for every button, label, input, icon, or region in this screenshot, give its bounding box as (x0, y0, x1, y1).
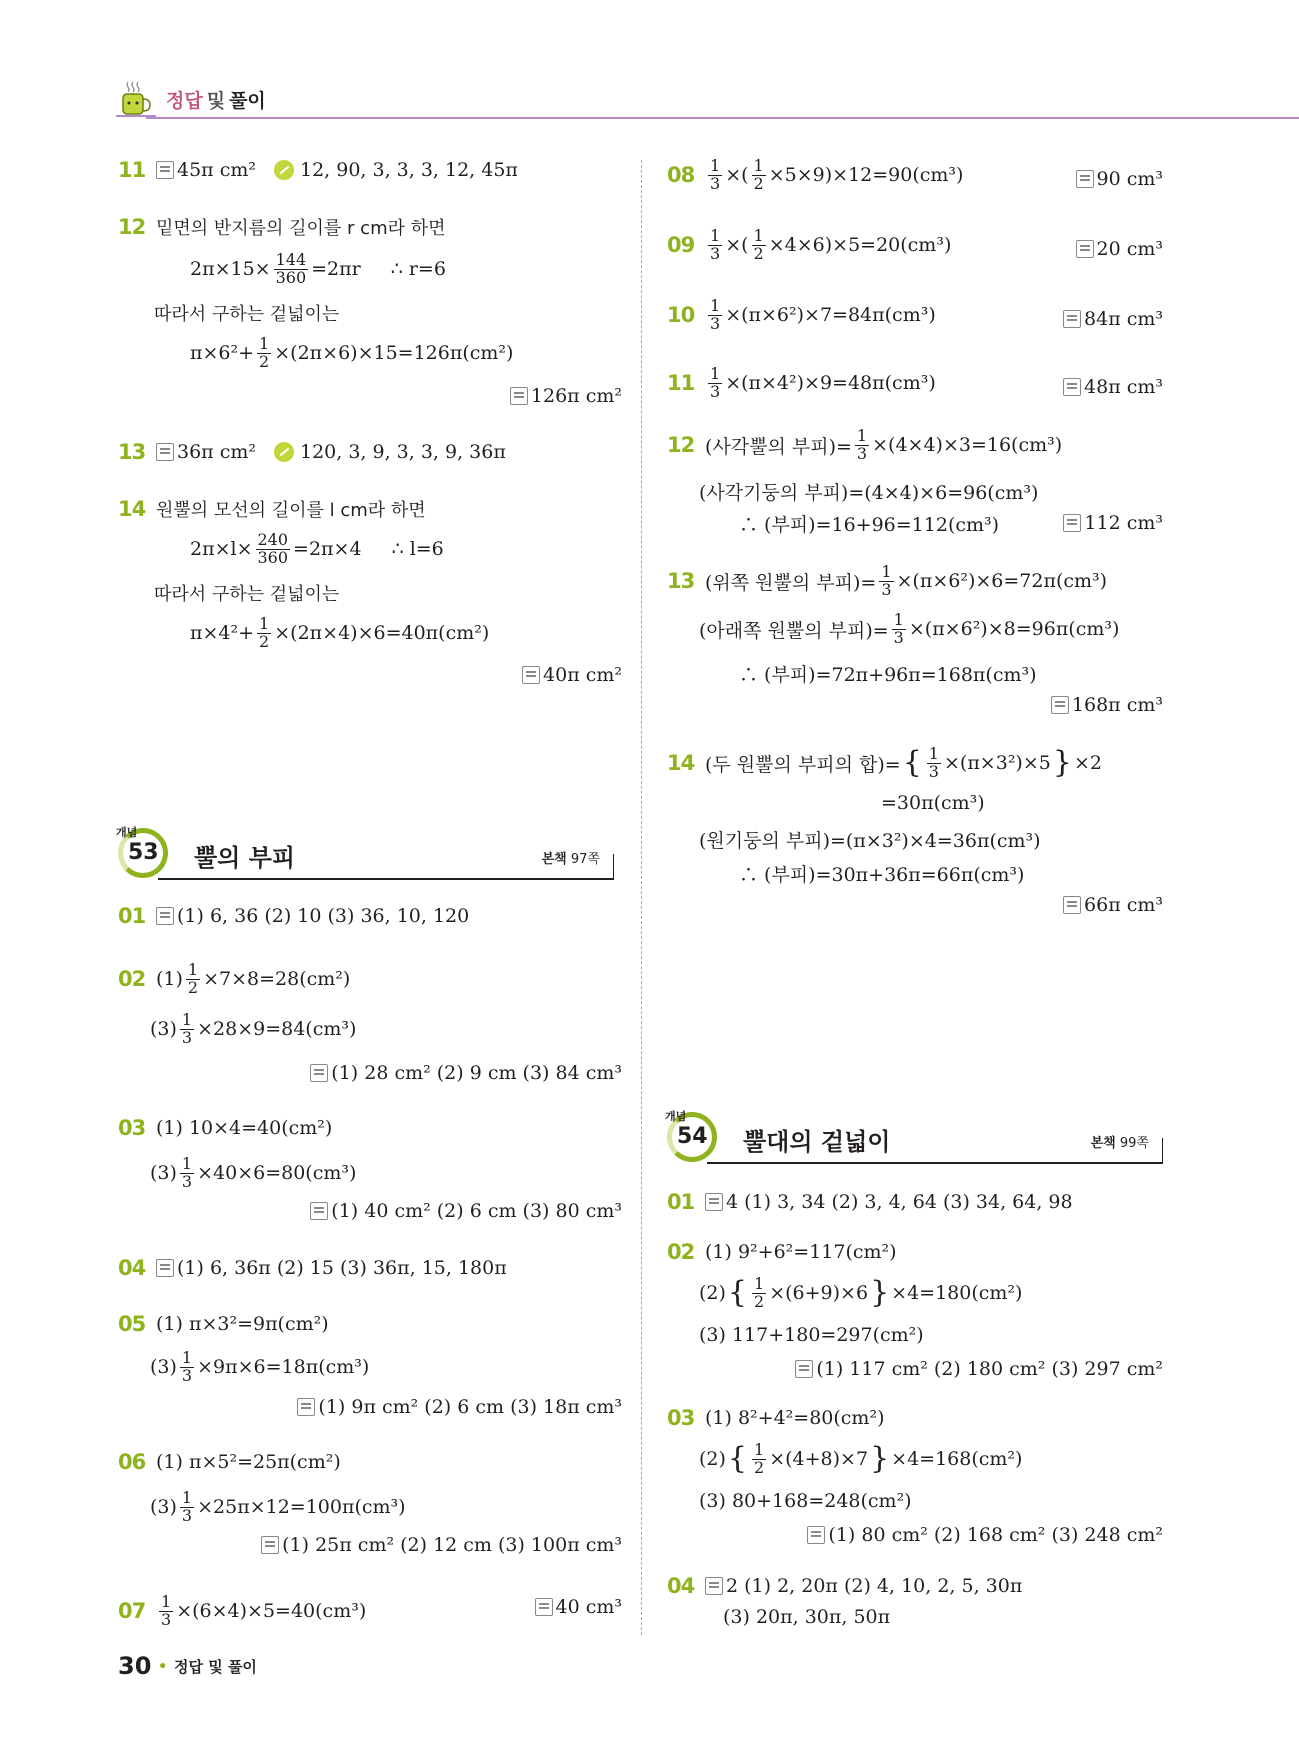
question-14-line4: ∴ (부피)=30π+36π=66π(cm³) (739, 864, 1025, 886)
s54-question-02-answer: (1) 117 cm² (2) 180 cm² (3) 297 cm² (795, 1358, 1163, 1380)
question-02-answer: (1) 28 cm² (2) 9 cm (3) 84 cm³ (310, 1062, 622, 1084)
answer-icon (1063, 514, 1081, 532)
problem-14-eq2: π×4²+ $\frac{1}{2}$ ×(2π×4)×6=40π(cm²) (190, 614, 490, 651)
question-14: 14 (두 원뿔의 부피의 합)= { $\frac{1}{3}$ ×(π×3²)×5 } ×2 (667, 744, 1102, 781)
s54-question-01: 01 4 (1) 3, 34 (2) 3, 4, 64 (3) 34, 64, 98 (667, 1190, 1073, 1214)
footer-title: 정답 및 풀이 (174, 1657, 257, 1676)
column-divider (641, 160, 642, 1635)
header-title: 정답 및 풀이 (166, 90, 266, 112)
answer-icon (705, 1193, 723, 1211)
problem-12: 12 밑면의 반지름의 길이를 r cm라 하면 (118, 215, 446, 239)
question-10: 10 $\frac{1}{3}$ ×(π×6²)×7=84π(cm³) (667, 296, 936, 333)
answer-icon (510, 387, 528, 405)
question-05: 05 (1) π×3²=9π(cm²) (118, 1312, 329, 1336)
answer-icon (522, 666, 540, 684)
section-54-header: 개념 54 뿔대의 겉넓이 본책 99쪽 (667, 1108, 1163, 1164)
question-14-line3: (원기둥의 부피)=(π×3²)×4=36π(cm³) (699, 830, 1041, 852)
question-03-line2: (3) $\frac{1}{3}$ ×40×6=80(cm³) (150, 1154, 357, 1191)
question-12-line2: (사각기둥의 부피)=(4×4)×6=96(cm³) (699, 482, 1039, 504)
question-03-answer: (1) 40 cm² (2) 6 cm (3) 80 cm³ (310, 1200, 622, 1222)
question-06-line2: (3) $\frac{1}{3}$ ×25π×12=100π(cm³) (150, 1488, 406, 1525)
section-page-ref: 본책 97쪽 (541, 852, 600, 867)
header-rule (146, 117, 1299, 119)
question-09-answer: 20 cm³ (1076, 238, 1164, 260)
page-footer (118, 1652, 257, 1680)
cup-icon (116, 80, 156, 120)
section-title: 뿔대의 겉넓이 (743, 1128, 891, 1156)
answer-icon (705, 1577, 723, 1595)
answer-icon (1076, 240, 1094, 258)
answer-icon (310, 1064, 328, 1082)
answer-icon (795, 1360, 813, 1378)
question-06-answer: (1) 25π cm² (2) 12 cm (3) 100π cm³ (261, 1534, 622, 1556)
question-01: 01 (1) 6, 36 (2) 10 (3) 36, 10, 120 (118, 904, 470, 928)
question-07-answer: 40 cm³ (535, 1596, 623, 1618)
problem-14-eq1: 2π×l× $\frac{240}{360}$ =2π×4 ∴ l=6 (190, 530, 444, 567)
answer-icon (1063, 378, 1081, 396)
hint-icon (274, 442, 294, 462)
answer-icon (535, 1598, 553, 1616)
answer-icon (156, 443, 174, 461)
s54-question-02-line2: (2) { $\frac{1}{2}$ ×(6+9)×6 } ×4=180(cm²) (699, 1274, 1023, 1311)
question-02-line2: (3) $\frac{1}{3}$ ×28×9=84(cm³) (150, 1010, 357, 1047)
s54-question-03: 03 (1) 8²+4²=80(cm²) (667, 1406, 885, 1430)
answer-icon (310, 1202, 328, 1220)
question-10-answer: 84π cm³ (1063, 308, 1163, 330)
section-53-header: 개념 53 뿔의 부피 본책 97쪽 (118, 824, 614, 880)
hint-icon (274, 160, 294, 180)
answer-icon (1063, 310, 1081, 328)
page-header (116, 80, 1299, 120)
question-02: 02 (1) $\frac{1}{2}$ ×7×8=28(cm²) (118, 960, 351, 997)
problem-12-mid: 따라서 구하는 겉넓이는 (154, 304, 340, 325)
question-05-answer: (1) 9π cm² (2) 6 cm (3) 18π cm³ (297, 1396, 622, 1418)
answer-icon (1076, 170, 1094, 188)
s54-question-03-line3: (3) 80+168=248(cm²) (699, 1490, 912, 1512)
answer-icon (1051, 696, 1069, 714)
question-12-answer: 112 cm³ (1063, 512, 1163, 534)
s54-question-04-line2: (3) 20π, 30π, 50π (723, 1606, 891, 1628)
s54-question-02: 02 (1) 9²+6²=117(cm²) (667, 1240, 897, 1264)
s54-question-03-line2: (2) { $\frac{1}{2}$ ×(4+8)×7 } ×4=168(cm²) (699, 1440, 1023, 1477)
question-12-line3: ∴ (부피)=16+96=112(cm³) (739, 514, 1000, 536)
s54-question-03-answer: (1) 80 cm² (2) 168 cm² (3) 248 cm² (807, 1524, 1163, 1546)
question-08: 08 $\frac{1}{3}$ ×( $\frac{1}{2}$ ×5×9)×12=90(cm³) (667, 156, 964, 193)
question-07: 07 $\frac{1}{3}$ ×(6×4)×5=40(cm³) (118, 1592, 367, 1629)
problem-14-mid: 따라서 구하는 겉넓이는 (154, 584, 340, 605)
answer-icon (156, 161, 174, 179)
question-13-line3: ∴ (부피)=72π+96π=168π(cm³) (739, 664, 1037, 686)
question-09: 09 $\frac{1}{3}$ ×( $\frac{1}{2}$ ×4×6)×5=20(cm³) (667, 226, 952, 263)
question-05-line2: (3) $\frac{1}{3}$ ×9π×6=18π(cm³) (150, 1348, 370, 1385)
question-08-answer: 90 cm³ (1076, 168, 1164, 190)
problem-11: 11 45π cm² 12, 90, 3, 3, 3, 12, 45π (118, 158, 518, 182)
problem-12-answer: 126π cm² (510, 385, 622, 407)
section-page-ref: 본책 99쪽 (1090, 1136, 1149, 1151)
answer-icon (1063, 896, 1081, 914)
bullet-icon: • (157, 1655, 169, 1677)
problem-12-eq1: 2π×15× $\frac{144}{360}$ =2πr ∴ r=6 (190, 250, 446, 287)
problem-12-eq2: π×6²+ $\frac{1}{2}$ ×(2π×6)×15=126π(cm²) (190, 334, 514, 371)
question-06: 06 (1) π×5²=25π(cm²) (118, 1450, 341, 1474)
question-13-line2: (아래쪽 원뿔의 부피)= $\frac{1}{3}$ ×(π×6²)×8=96π(cm³) (699, 610, 1120, 647)
question-12: 12 (사각뿔의 부피)= $\frac{1}{3}$ ×(4×4)×3=16(cm³) (667, 426, 1063, 463)
answer-icon (261, 1536, 279, 1554)
answer-icon (807, 1526, 825, 1544)
s54-question-04: 04 2 (1) 2, 20π (2) 4, 10, 2, 5, 30π (667, 1574, 1023, 1598)
question-14-line2: =30π(cm³) (881, 792, 985, 814)
question-13: 13 (위쪽 원뿔의 부피)= $\frac{1}{3}$ ×(π×6²)×6=72π(cm³) (667, 562, 1108, 599)
answer-icon (156, 907, 174, 925)
question-03: 03 (1) 10×4=40(cm²) (118, 1116, 333, 1140)
question-14-answer: 66π cm³ (1063, 894, 1163, 916)
question-04: 04 (1) 6, 36π (2) 15 (3) 36π, 15, 180π (118, 1256, 507, 1280)
s54-question-02-line3: (3) 117+180=297(cm²) (699, 1324, 924, 1346)
page-number: 30 (118, 1652, 152, 1680)
section-title: 뿔의 부피 (194, 844, 296, 872)
question-11-answer: 48π cm³ (1063, 376, 1163, 398)
problem-13: 13 36π cm² 120, 3, 9, 3, 3, 9, 36π (118, 440, 506, 464)
problem-14-answer: 40π cm² (522, 664, 622, 686)
question-11: 11 $\frac{1}{3}$ ×(π×4²)×9=48π(cm³) (667, 364, 936, 401)
answer-icon (156, 1259, 174, 1277)
answer-icon (297, 1398, 315, 1416)
question-13-answer: 168π cm³ (1051, 694, 1163, 716)
problem-14: 14 원뿔의 모선의 길이를 l cm라 하면 (118, 497, 426, 521)
